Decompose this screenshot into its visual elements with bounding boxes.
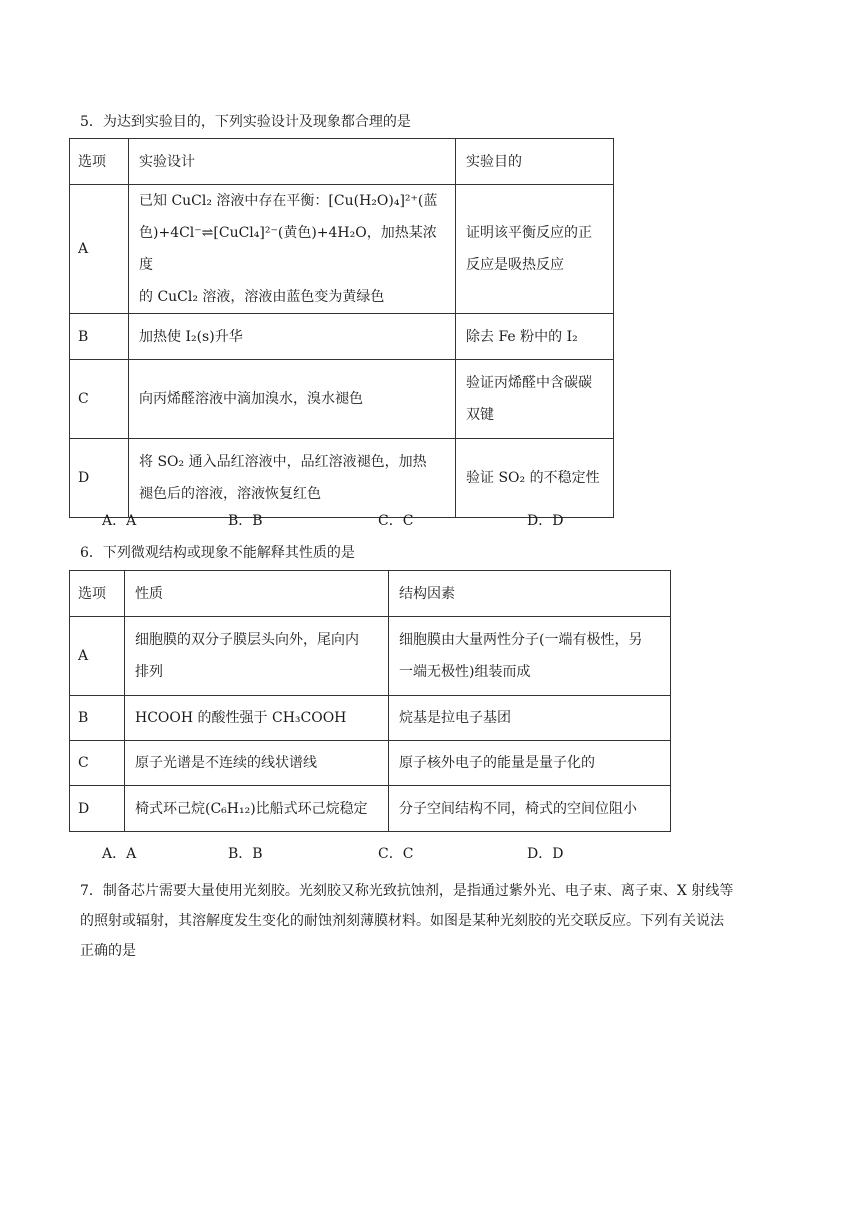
row-design [129, 185, 456, 314]
question-5-stem: 5．为达到实验目的，下列实验设计及现象都合理的是 [80, 114, 411, 130]
question-7-line: 7．制备芯片需要大量使用光刻胶。光刻胶又称光致抗蚀剂，是指通过紫外光、电子束、离子束、X 射线等 [80, 883, 734, 899]
design-line: 将 SO₂ 通入品红溶液中，品红溶液褪色，加热 [139, 454, 427, 470]
property-line: 细胞膜的双分子膜层头向外，尾向内 [135, 632, 359, 648]
row-property: HCOOH 的酸性强于 CH₃COOH [125, 696, 389, 741]
row-purpose [456, 185, 614, 314]
row-property: 椅式环己烷(C₆H₁₂)比船式环己烷稳定 [125, 786, 389, 832]
design-line: 色)+4Cl⁻⇌[CuCl₄]²⁻(黄色)+4H₂O，加热某浓度 [139, 225, 437, 273]
header-option: 选项 [70, 139, 129, 185]
row-purpose [456, 360, 614, 439]
question-7-stem [80, 876, 780, 966]
design-line: 褪色后的溶液，溶液恢复红色 [139, 486, 321, 502]
choice-b[interactable]: B．B [228, 846, 263, 862]
question-7-line: 的照射或辐射，其溶解度发生变化的耐蚀剂刻薄膜材料。如图是某种光刻胶的光交联反应。下列有关说法 [80, 913, 724, 929]
choice-c[interactable]: C．C [378, 846, 414, 862]
design-line: 已知 CuCl₂ 溶液中存在平衡：[Cu(H₂O)₄]²⁺(蓝 [139, 193, 438, 209]
choice-d[interactable]: D．D [527, 513, 564, 529]
choice-c[interactable]: C．C [378, 513, 414, 529]
question-6-choices [102, 843, 682, 863]
row-design [129, 439, 456, 518]
header-property: 性质 [125, 571, 389, 617]
row-option: A [70, 617, 125, 696]
choice-d[interactable]: D．D [527, 846, 564, 862]
question-7-line: 正确的是 [80, 943, 136, 959]
row-structure: 原子核外电子的能量是量子化的 [389, 741, 671, 786]
header-design: 实验设计 [129, 139, 456, 185]
table-row [70, 185, 614, 314]
property-line: 排列 [135, 664, 163, 680]
table-row [70, 696, 671, 741]
purpose-line: 双键 [466, 407, 494, 423]
row-structure: 烷基是拉电子基团 [389, 696, 671, 741]
header-purpose: 实验目的 [456, 139, 614, 185]
row-design: 向丙烯醛溶液中滴加溴水，溴水褪色 [129, 360, 456, 439]
question-6-stem: 6．下列微观结构或现象不能解释其性质的是 [80, 545, 355, 561]
question-6-table [69, 570, 671, 832]
row-option: D [70, 439, 129, 518]
question-5-choices [102, 510, 682, 530]
row-design: 加热使 I₂(s)升华 [129, 314, 456, 360]
design-line: 的 CuCl₂ 溶液，溶液由蓝色变为黄绿色 [139, 289, 385, 305]
structure-line: 细胞膜由大量两性分子(一端有极性，另 [399, 632, 643, 648]
header-option: 选项 [70, 571, 125, 617]
table-header-row [70, 139, 614, 185]
row-option: D [70, 786, 125, 832]
row-structure [389, 617, 671, 696]
table-row [70, 439, 614, 518]
choice-a[interactable]: A．A [102, 513, 137, 529]
row-option: A [70, 185, 129, 314]
table-row [70, 741, 671, 786]
row-option: B [70, 314, 129, 360]
purpose-line: 证明该平衡反应的正 [466, 225, 592, 241]
purpose-line: 验证丙烯醛中含碳碳 [466, 375, 592, 391]
choice-a[interactable]: A．A [102, 846, 137, 862]
row-property: 原子光谱是不连续的线状谱线 [125, 741, 389, 786]
choice-b[interactable]: B．B [228, 513, 263, 529]
row-purpose: 验证 SO₂ 的不稳定性 [456, 439, 614, 518]
table-header-row [70, 571, 671, 617]
header-structure: 结构因素 [389, 571, 671, 617]
question-5-table [69, 138, 614, 518]
row-purpose: 除去 Fe 粉中的 I₂ [456, 314, 614, 360]
row-property [125, 617, 389, 696]
table-row [70, 360, 614, 439]
table-row [70, 617, 671, 696]
structure-line: 一端无极性)组装而成 [399, 664, 531, 680]
purpose-line: 反应是吸热反应 [466, 257, 564, 273]
row-option: C [70, 741, 125, 786]
row-option: C [70, 360, 129, 439]
row-option: B [70, 696, 125, 741]
table-row [70, 786, 671, 832]
row-structure: 分子空间结构不同，椅式的空间位阻小 [389, 786, 671, 832]
table-row [70, 314, 614, 360]
